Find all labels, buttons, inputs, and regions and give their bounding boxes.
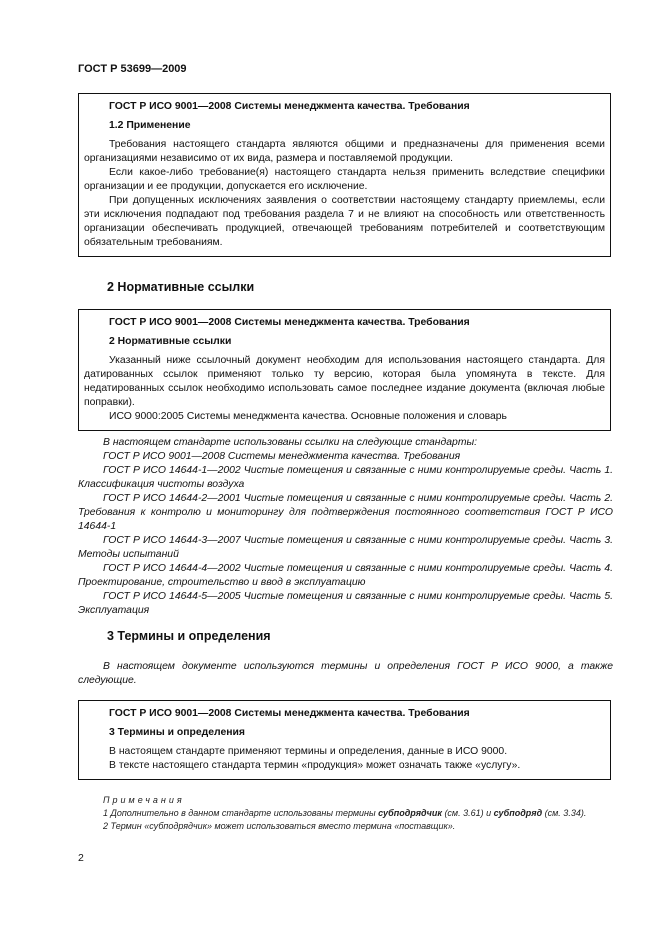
- box-title: ГОСТ Р ИСО 9001—2008 Системы менеджмента качества. Требования: [109, 317, 470, 328]
- note-term: субподряд: [493, 808, 543, 818]
- terms-intro: [78, 660, 613, 688]
- notes-label: Примечания: [103, 795, 185, 805]
- box-title: ГОСТ Р ИСО 9001—2008 Системы менеджмента качества. Требования: [109, 101, 470, 112]
- section-heading: 2 Нормативные ссылки: [107, 280, 255, 294]
- notes: [78, 794, 613, 833]
- box-paragraph: В тексте настоящего стандарта термин «продукция» может означать также «услугу».: [109, 760, 521, 771]
- quote-box-terms: [78, 700, 611, 780]
- references-intro: В настоящем стандарте использованы ссылки на следующие стандарты:: [103, 437, 478, 448]
- note-1: [78, 807, 613, 820]
- note-text: (см. 3.61) и: [441, 808, 494, 818]
- box-subtitle: 2 Нормативные ссылки: [109, 336, 232, 347]
- reference-item: ГОСТ Р ИСО 14644-2—2001 Чистые помещения и связанные с ними контролируемые среды. Часть 2. Требования к контролю и мониторингу для подтверждения постоянного соответствия ГОСТ Р ИСО 14644-1: [78, 493, 613, 532]
- reference-item: ГОСТ Р ИСО 14644-3—2007 Чистые помещения и связанные с ними контролируемые среды. Часть 3. Методы испытаний: [78, 535, 613, 560]
- quote-box-references: [78, 309, 611, 431]
- box-subtitle: 1.2 Применение: [109, 120, 191, 131]
- box-subtitle: 3 Термины и определения: [109, 727, 245, 738]
- note-text: 1 Дополнительно в данном стандарте использованы термины: [103, 808, 379, 818]
- reference-item: ГОСТ Р ИСО 9001—2008 Системы менеджмента качества. Требования: [103, 451, 461, 462]
- box-title: ГОСТ Р ИСО 9001—2008 Системы менеджмента качества. Требования: [109, 708, 470, 719]
- box-paragraph: Если какое-либо требование(я) настоящего стандарта нельзя применить вследствие специфики организации и ее продукции, допускается его исключение.: [84, 167, 605, 192]
- note-2: 2 Термин «субподрядчик» может использоваться вместо термина «поставщик».: [103, 821, 456, 831]
- quote-box-application: [78, 93, 611, 257]
- references-list: [78, 436, 613, 618]
- note-term: субподрядчик: [378, 808, 442, 818]
- page-number: 2: [78, 852, 84, 864]
- box-paragraph: При допущенных исключениях заявления о соответствии настоящему стандарту приемлемы, если эти исключения подпадают под требования раздела 7 и не влияют на способность или ответственность организации обеспечивать продукцией, отвечающей требованиям потребителей и соответствующим обязательным требованиям.: [84, 195, 605, 248]
- reference-item: ГОСТ Р ИСО 14644-4—2002 Чистые помещения и связанные с ними контролируемые среды. Часть 4. Проектирование, строительство и ввод в эксплуатацию: [78, 563, 613, 588]
- box-paragraph: ИСО 9000:2005 Системы менеджмента качества. Основные положения и словарь: [109, 411, 507, 422]
- box-paragraph: Указанный ниже ссылочный документ необходим для использования настоящего стандарта. Для датированных ссылок применяют только ту версию, которая была упомянута в тексте. Для недатированных ссылок необходимо использовать самое последнее издание документа (включая любые поправки).: [84, 355, 605, 408]
- box-paragraph: В настоящем стандарте применяют термины и определения, данные в ИСО 9000.: [109, 746, 508, 757]
- terms-intro-text: В настоящем документе используются термины и определения ГОСТ Р ИСО 9000, а также следующие.: [78, 661, 613, 686]
- document-header: ГОСТ Р 53699—2009: [78, 63, 187, 75]
- box-paragraph: Требования настоящего стандарта являются общими и предназначены для применения всеми организациями независимо от их вида, размера и поставляемой продукции.: [84, 139, 605, 164]
- section-heading: 3 Термины и определения: [107, 629, 271, 643]
- reference-item: ГОСТ Р ИСО 14644-1—2002 Чистые помещения и связанные с ними контролируемые среды. Часть 1. Классификация чистоты воздуха: [78, 465, 613, 490]
- reference-item: ГОСТ Р ИСО 14644-5—2005 Чистые помещения и связанные с ними контролируемые среды. Часть 5. Эксплуатация: [78, 591, 613, 616]
- note-text: (см. 3.34).: [542, 808, 587, 818]
